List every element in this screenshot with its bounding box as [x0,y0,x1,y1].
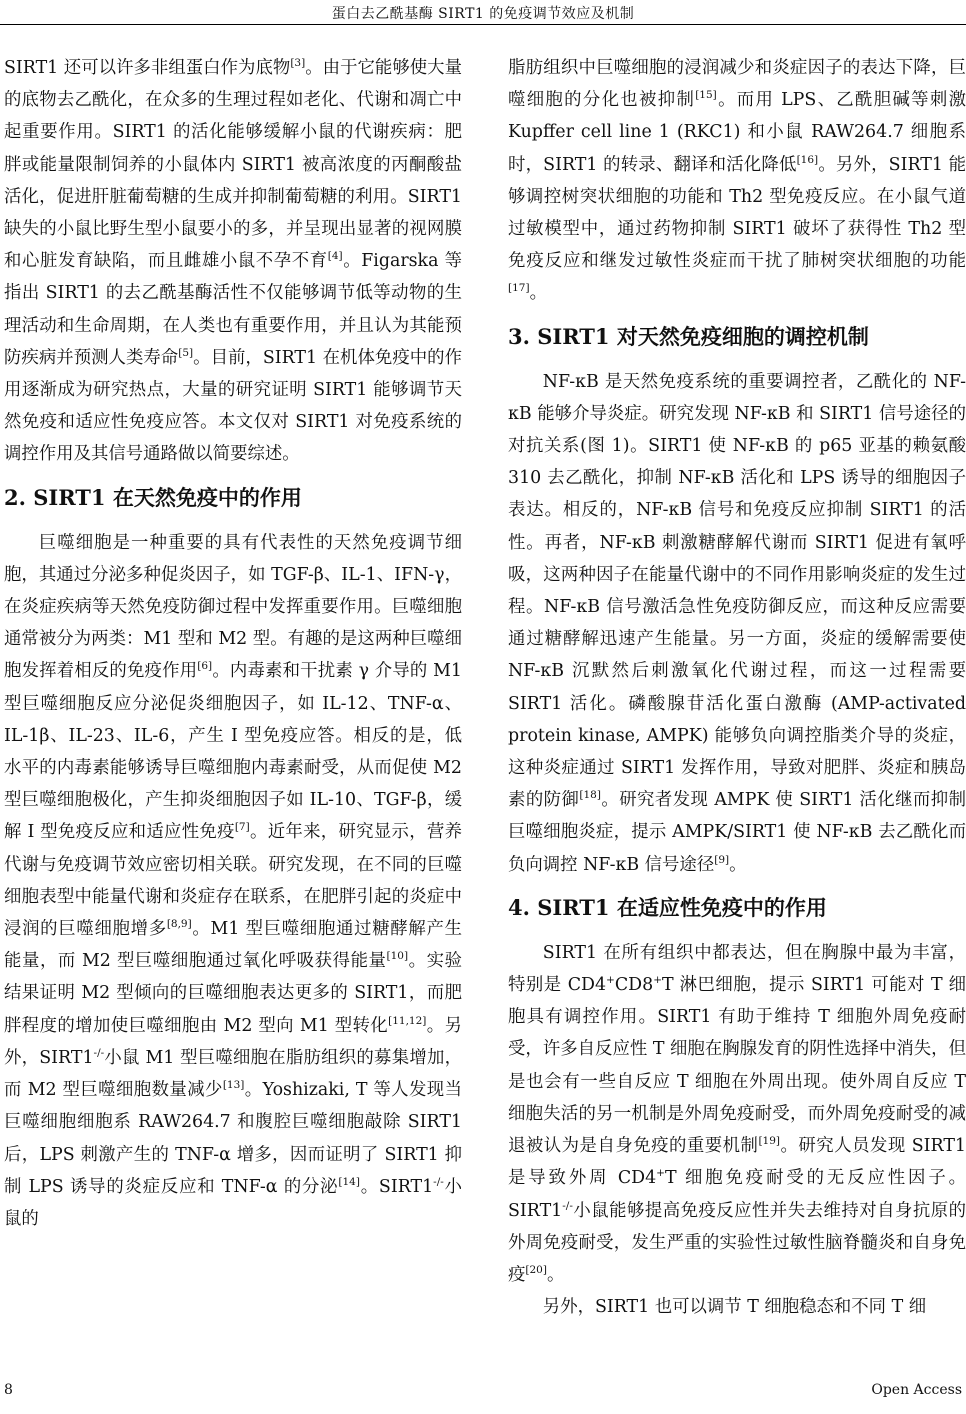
continued-paragraph: 脂肪组织中巨噬细胞的浸润减少和炎症因子的表达下降，巨噬细胞的分化也被抑制[15]。而用 LPS、乙酰胆碱等刺激 Kupffer cell line 1 (RKC1) 和小鼠 RAW264.7 细胞系时，SIRT1 的转录、翻译和活化降低[16]。另外，SIRT1 能够调控树突状细胞的功能和 Th2 型免疫反应。在小鼠气道过敏模型中，通过药物抑制 SIRT1 破坏了获得性 Th2 型免疫反应和继发过敏性炎症而干扰了肺树突状细胞的功能[17]。 [508,58,966,304]
running-header-title: 蛋白去乙酰基酶 SIRT1 的免疫调节效应及机制 [331,6,635,22]
knockout-superscript: -/- [562,1199,573,1212]
section4-paragraph: SIRT1 在所有组织中都表达，但在胸腺中最为丰富，特别是 CD4+CD8+T 淋巴细胞，提示 SIRT1 可能对 T 细胞具有调控作用。SIRT1 有助于维持 T 细胞外周免疫耐受，许多自反应性 T 细胞在胸腺发育的阴性选择中消失，但是也会有一些自反应 T 细胞在外周出现。使外周自反应 T 细胞失活的另一机制是外周免疫耐受，而外周免疫耐受的减退被认为是自身免疫的重要机制[19]。研究人员发现 SIRT1 是导致外周 CD4+T 细胞免疫耐受的无反应性因子。SIRT1-/-小鼠能够提高免疫反应性并失去维持对自身抗原的外周免疫耐受，发生严重的实验性过敏性脑脊髓炎和自身免疫[20]。 [508,942,966,1285]
citation: [3] [290,57,306,69]
section-heading-3: 3. SIRT1 对天然免疫细胞的调控机制 [508,323,869,349]
citation: [19] [758,1135,781,1148]
citation: [13] [222,1079,245,1092]
left-column [4,52,462,1235]
marker-superscript: + [656,1167,665,1180]
journal-label: Open Access [871,1382,962,1398]
marker-superscript: + [606,974,615,987]
section-heading-2: 2. SIRT1 在天然免疫中的作用 [4,484,302,510]
marker-superscript: + [653,974,662,987]
citation: [11,12] [388,1014,427,1027]
running-header [0,0,966,25]
citation: [8,9] [166,918,192,931]
intro-paragraph: SIRT1 还可以许多非组蛋白作为底物[3]。由于它能够使大量的底物去乙酰化，在众多的生理过程如老化、代谢和凋亡中起重要作用。SIRT1 的活化能够缓解小鼠的代谢疾病：肥胖或能量限制饲养的小鼠体内 SIRT1 被高浓度的丙酮酸盐活化，促进肝脏葡萄糖的生成并抑制葡萄糖的利用。SIRT1 缺失的小鼠比野生型小鼠要小的多，并呈现出显著的视网膜和心脏发育缺陷，而且雌雄小鼠不孕不育[4]。Figarska 等指出 SIRT1 的去乙酰基酶活性不仅能够调节低等动物的生理活动和生命周期，在人类也有重要作用，并且认为其能预防疾病并预测人类寿命[5]。目前，SIRT1 在机体免疫中的作用逐渐成为研究热点，大量的研究证明 SIRT1 能够调节天然免疫和适应性免疫应答。本文仅对 SIRT1 对免疫系统的调控作用及其信号通路做以简要综述。 [4,57,462,465]
section2-paragraph: 巨噬细胞是一种重要的具有代表性的天然免疫调节细胞，其通过分泌多种促炎因子，如 TGF-β、IL-1、IFN-γ，在炎症疾病等天然免疫防御过程中发挥重要作用。巨噬细胞通常被分为两类：M1 型和 M2 型。有趣的是这两种巨噬细胞发挥着相反的免疫作用[6]。内毒素和干扰素 γ 介导的 M1 型巨噬细胞反应分泌促炎细胞因子，如 IL-12、TNF-α、IL-1β、IL-23、IL-6，产生 I 型免疫应答。相反的是，低水平的内毒素能够诱导巨噬细胞内毒素耐受，从而促使 M2 型巨噬细胞极化，产生抑炎细胞因子如 IL-10、TGF-β，缓解 I 型免疫反应和适应性免疫[7]。近年来，研究显示，营养代谢与免疫调节效应密切相关联。研究发现，在不同的巨噬细胞表型中能量代谢和炎症存在联系，在肥胖引起的炎症中浸润的巨噬细胞增多[8,9]。M1 型巨噬细胞通过糖酵解产生能量，而 M2 型巨噬细胞通过氧化呼吸获得能量[10]。实验结果证明 M2 型倾向的巨噬细胞表达更多的 SIRT1，而肥胖程度的增加使巨噬细胞由 M2 型向 M1 型转化[11,12]。另外，SIRT1-/-小鼠 M1 型巨噬细胞在脂肪组织的募集增加，而 M2 型巨噬细胞数量减少[13]。Yoshizaki, T 等人发现当巨噬细胞细胞系 RAW264.7 和腹腔巨噬细胞敲除 SIRT1 后，LPS 刺激产生的 TNF-α 增多，因而证明了 SIRT1 抑制 LPS 诱导的炎症反应和 TNF-α 的分泌[14]。SIRT1-/-小鼠的 [4,532,462,1229]
section3-paragraph: NF-κB 是天然免疫系统的重要调控者，乙酰化的 NF-κB 能够介导炎症。研究发现 NF-κB 和 SIRT1 信号途径的对抗关系(图 1)。SIRT1 使 NF-κB 的 p65 亚基的赖氨酸 310 去乙酰化，抑制 NF-κB 活化和 LPS 诱导的细胞因子表达。相反的，NF-κB 信号和免疫反应抑制 SIRT1 的活性。再者，NF-κB 刺激糖酵解代谢而 SIRT1 促进有氧呼吸，这两种因子在能量代谢中的不同作用影响炎症的发生过程。NF-κB 信号激活急性免疫防御反应，而这种反应需要通过糖酵解迅速产生能量。另一方面，炎症的缓解需要使 NF-κB 沉默然后刺激氧化代谢过程，而这一过程需要 SIRT1 活化。磷酸腺苷活化蛋白激酶 (AMP-activated protein kinase, AMPK) 能够负向调控脂类介导的炎症，这种炎症通过 SIRT1 发挥作用，导致对肥胖、炎症和胰岛素的防御[18]。研究者发现 AMPK 使 SIRT1 活化继而抑制巨噬细胞炎症，提示 AMPK/SIRT1 使 NF-κB 去乙酰化而负向调控 NF-κB 信号途径[9]。 [508,371,966,875]
citation: [20] [525,1263,547,1276]
section-heading-4: 4. SIRT1 在适应性免疫中的作用 [508,894,827,920]
citation: [16] [796,153,819,166]
last-paragraph: 另外，SIRT1 也可以调节 T 细胞稳态和不同 T 细 [542,1297,927,1318]
citation: [18] [579,789,601,802]
page-number: 8 [4,1382,13,1398]
citation: [14] [338,1175,360,1188]
citation: [10] [386,950,409,963]
citation: [15] [695,89,717,102]
citation: [4] [327,250,343,263]
citation: [9] [714,853,730,866]
knockout-superscript: -/- [433,1175,444,1188]
citation: [17] [508,282,530,295]
knockout-superscript: -/- [93,1046,105,1059]
citation: [6] [197,660,213,673]
right-column [508,52,966,1323]
citation: [5] [178,346,194,359]
citation: [7] [234,821,250,834]
